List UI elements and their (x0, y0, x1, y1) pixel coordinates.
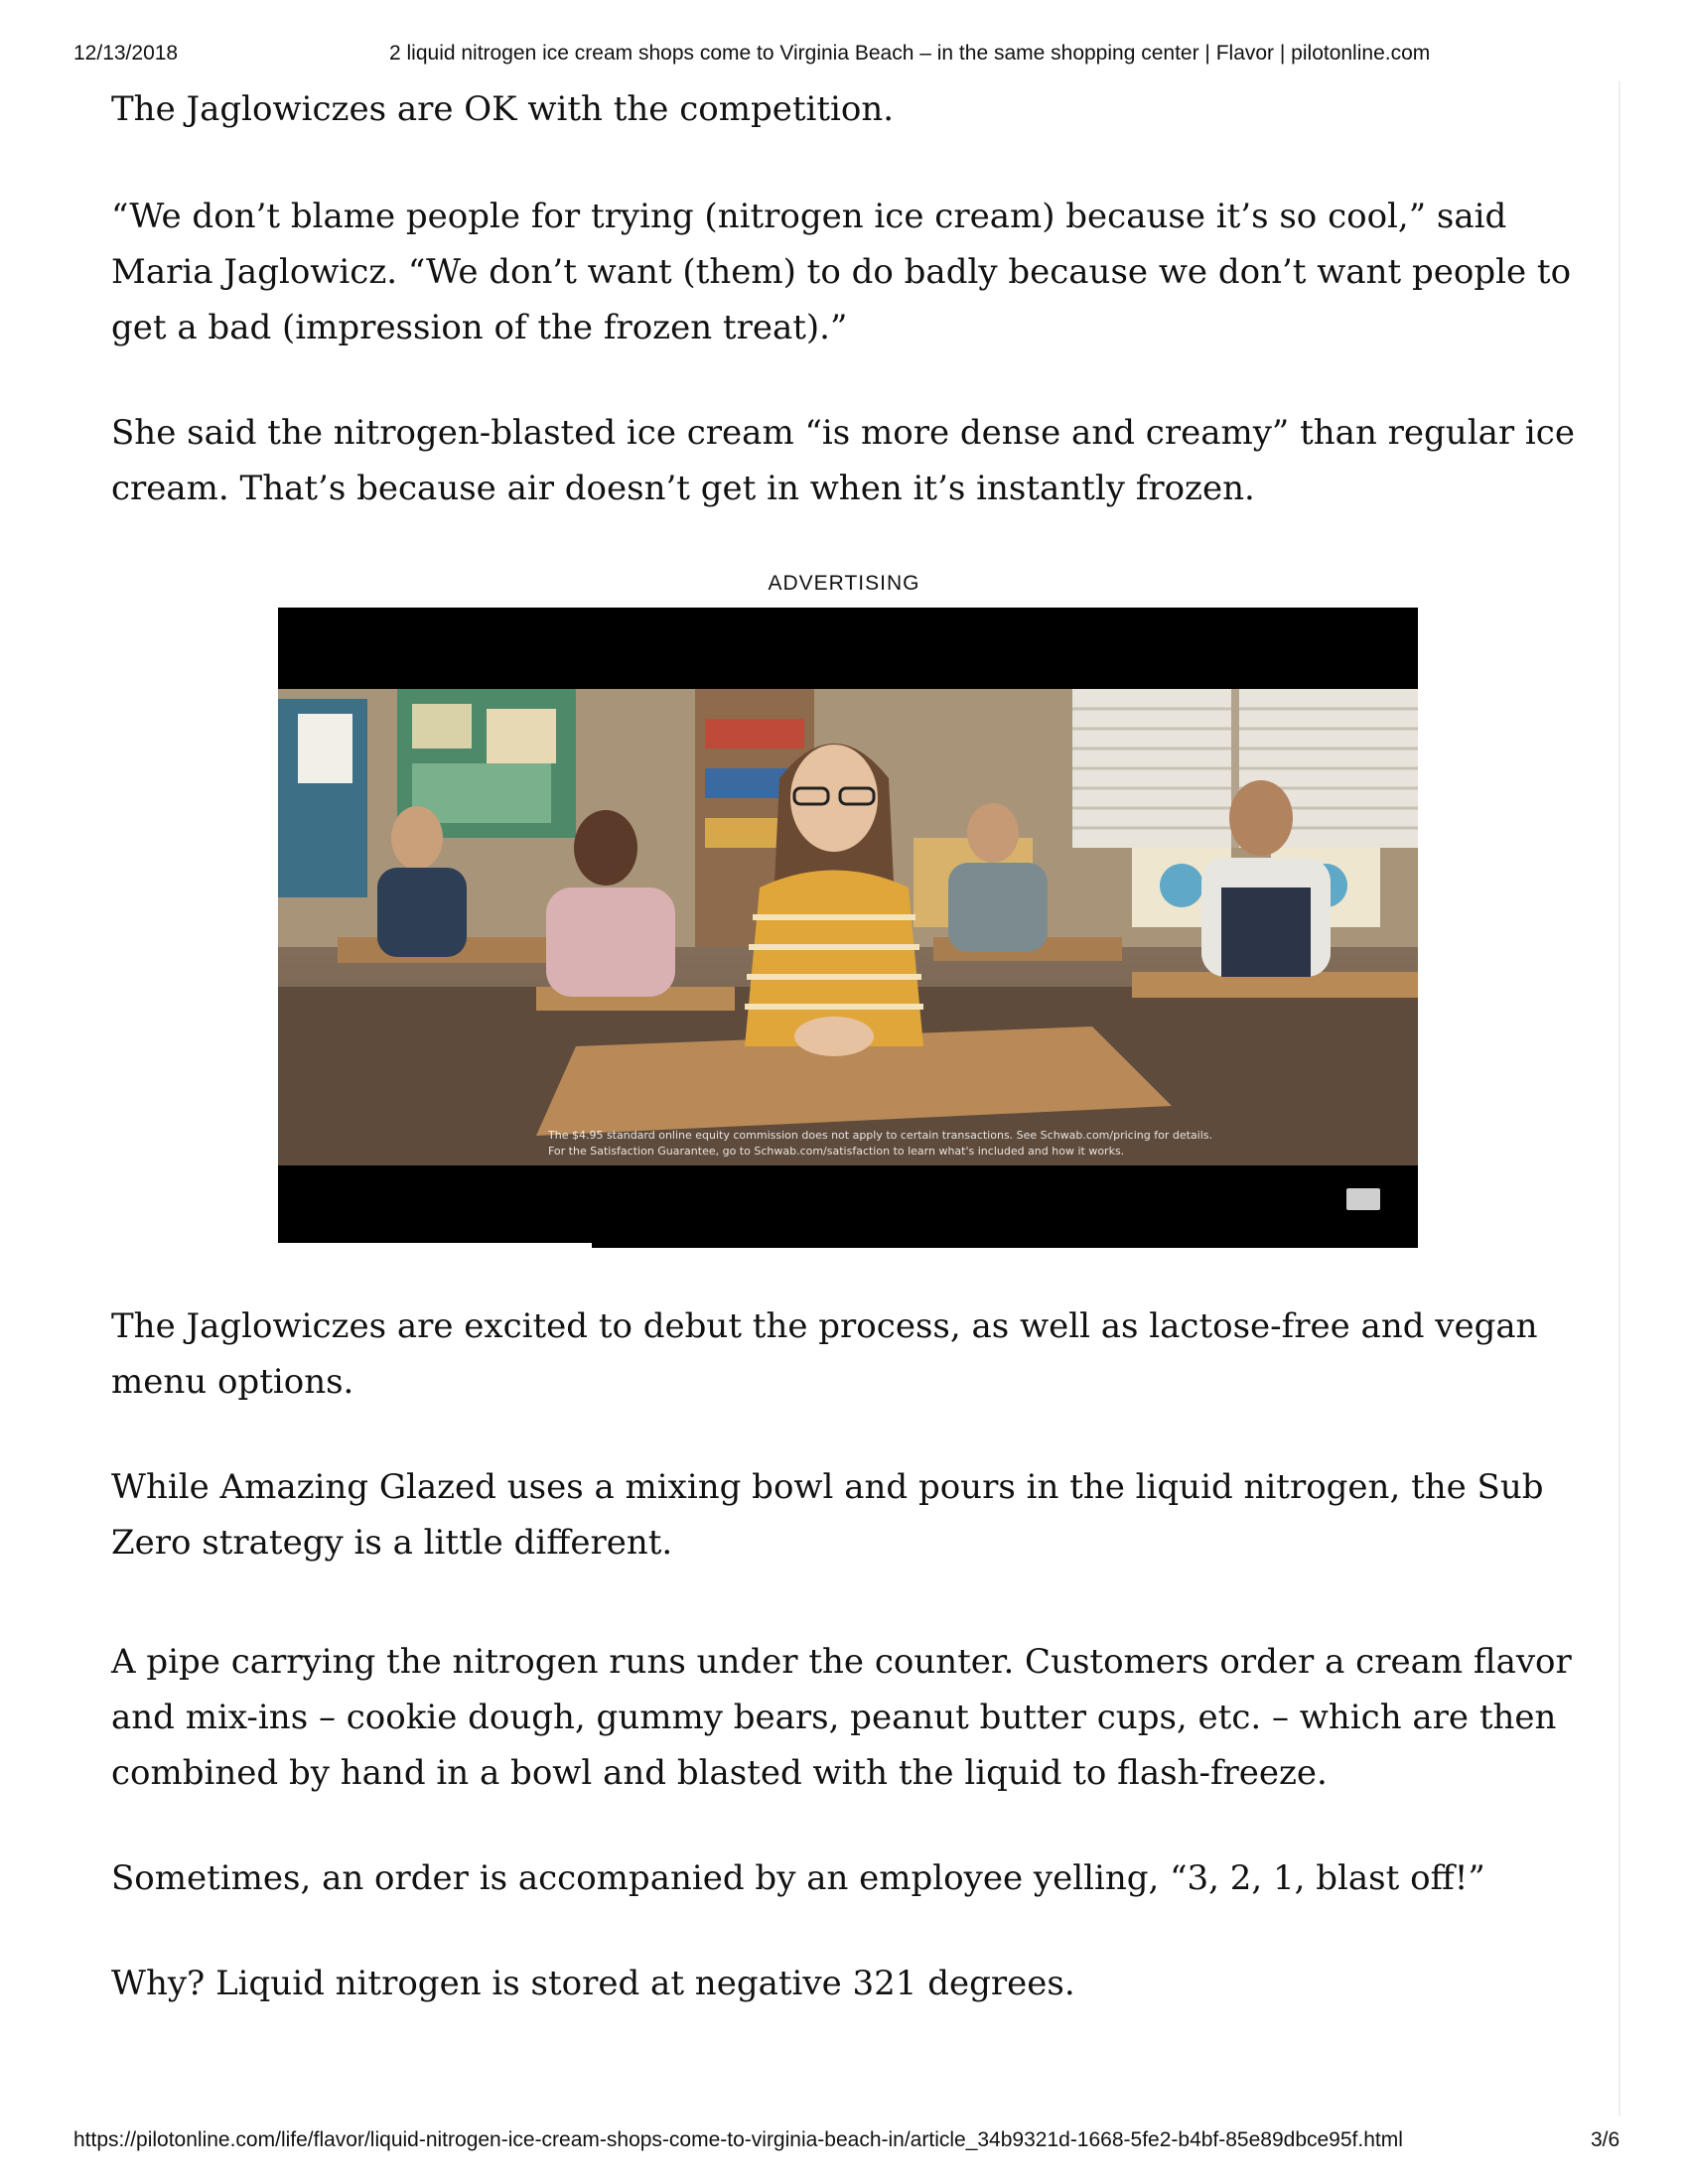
article-paragraph: The Jaglowiczes are excited to debut the process, as well as lactose-free and vegan menu options. (111, 1306, 1538, 1402)
classroom-scene-image (278, 689, 1418, 1165)
article-paragraph: She said the nitrogen-blasted ice cream “is more dense and creamy” than regular ice cream. That’s because air doesn’t get in when it’s instantly frozen. (111, 413, 1575, 508)
ad-disclaimer-line: For the Satisfaction Guarantee, go to Schwab.com/satisfaction to learn what's included and how it works. (548, 1145, 1125, 1158)
video-ad-player[interactable] (278, 608, 1418, 1248)
advertising-label: ADVERTISING (768, 572, 920, 595)
article-paragraph: Why? Liquid nitrogen is stored at negative 321 degrees. (111, 1964, 1075, 2003)
print-header (0, 42, 1688, 71)
fullscreen-icon[interactable] (1346, 1188, 1380, 1210)
page-number: 3/6 (1591, 2128, 1620, 2151)
page-divider (1618, 81, 1620, 2116)
article-paragraph: “We don’t blame people for trying (nitrogen ice cream) because it’s so cool,” said Maria Jaglowicz. “We don’t want (them) to do badly because we don’t want people to get a bad (impression of the frozen treat).” (111, 197, 1572, 347)
article-paragraph: The Jaglowiczes are OK with the competition. (111, 89, 895, 129)
print-date: 12/13/2018 (73, 42, 179, 65)
ad-disclaimer (548, 1128, 1212, 1160)
article-paragraph: While Amazing Glazed uses a mixing bowl and pours in the liquid nitrogen, the Sub Zero strategy is a little different. (111, 1467, 1544, 1563)
article-paragraph: Sometimes, an order is accompanied by an employee yelling, “3, 2, 1, blast off!” (111, 1858, 1485, 1898)
article-paragraph: A pipe carrying the nitrogen runs under the counter. Customers order a cream flavor and mix-ins – cookie dough, gummy bears, peanut butter cups, etc. – which are then combined by hand in a bowl and blasted with the liquid to flash-freeze. (111, 1642, 1572, 1793)
video-progress-bar[interactable] (278, 1243, 592, 1248)
ad-disclaimer-line: The $4.95 standard online equity commission does not apply to certain transactions. See Schwab.com/pricing for details. (548, 1129, 1212, 1142)
print-url: https://pilotonline.com/life/flavor/liquid-nitrogen-ice-cream-shops-come-to-virginia-beach-in/article_34b9321d-1668-5fe2-b4bf-85e89dbce95f.html (73, 2128, 1403, 2151)
video-frame[interactable] (278, 689, 1418, 1165)
print-page-title: 2 liquid nitrogen ice cream shops come to Virginia Beach – in the same shopping center | Flavor | pilotonline.com (389, 42, 1431, 65)
